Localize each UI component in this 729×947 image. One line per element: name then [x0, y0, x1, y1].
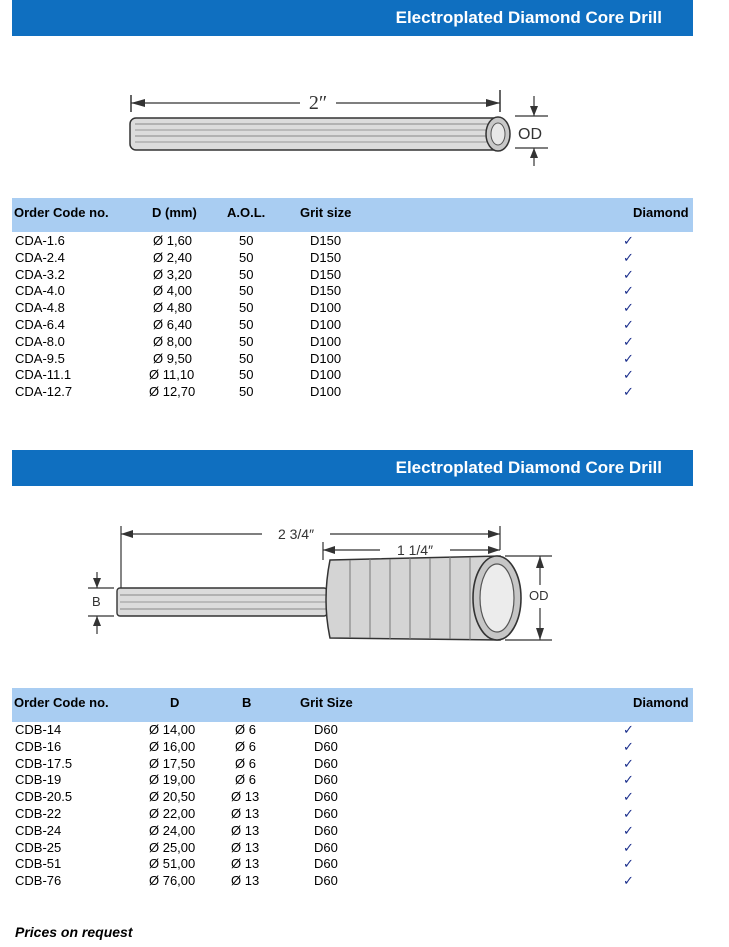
table-a-col-diamond: Diamond — [633, 205, 689, 220]
check-icon: ✓ — [623, 738, 634, 754]
order-code: CDA-3.2 — [15, 266, 65, 282]
diameter: Ø 20,50 — [149, 789, 196, 805]
check-icon: ✓ — [623, 233, 634, 248]
diameter: Ø 2,40 — [153, 249, 193, 265]
shank-b: Ø 6 — [235, 755, 256, 771]
table-b-col-d: D — [170, 695, 180, 710]
table-row — [12, 334, 693, 351]
drill-b-head-label: 1 1/4″ — [396, 542, 434, 558]
order-code: CDA-6.4 — [15, 316, 65, 332]
order-code: CDB-14 — [15, 722, 62, 737]
table-a-header — [12, 198, 693, 232]
grit-size: D60 — [314, 772, 338, 788]
table-row — [12, 756, 693, 773]
shank-b: Ø 6 — [235, 722, 256, 737]
table-row — [12, 856, 693, 873]
drill-a-length-label: 2″ — [308, 92, 328, 114]
diameter: Ø 4,00 — [153, 283, 193, 299]
table-row — [12, 300, 693, 317]
grit-size: D60 — [314, 856, 338, 872]
grit-size: D60 — [314, 805, 338, 821]
aol: 50 — [239, 367, 254, 383]
grit-size: D60 — [314, 755, 338, 771]
diameter: Ø 11,10 — [149, 367, 195, 383]
diameter: Ø 14,00 — [149, 722, 196, 737]
grit-size: D100 — [310, 350, 342, 366]
aol: 50 — [239, 283, 254, 299]
diameter: Ø 9,50 — [153, 350, 193, 366]
table-row — [12, 283, 693, 300]
grit-size: D100 — [310, 300, 342, 316]
diameter: Ø 76,00 — [149, 873, 196, 889]
grit-size: D150 — [310, 249, 342, 265]
table-row — [12, 739, 693, 756]
diameter: Ø 3,20 — [153, 266, 193, 282]
diameter: Ø 8,00 — [153, 333, 193, 349]
grit-size: D150 — [310, 283, 342, 299]
aol: 50 — [239, 266, 254, 282]
shank-b: Ø 13 — [231, 822, 260, 838]
grit-size: D100 — [310, 333, 342, 349]
order-code: CDB-19 — [15, 772, 62, 788]
diameter: Ø 17,50 — [149, 755, 196, 771]
check-icon: ✓ — [623, 722, 634, 737]
shank-b: Ø 13 — [231, 839, 260, 855]
aol: 50 — [239, 350, 254, 366]
order-code: CDA-9.5 — [15, 350, 65, 366]
check-icon: ✓ — [623, 856, 634, 872]
order-code: CDB-24 — [15, 822, 62, 838]
section-2-title: Electroplated Diamond Core Drill — [395, 458, 662, 477]
check-icon: ✓ — [623, 384, 634, 400]
grit-size: D60 — [314, 738, 338, 754]
order-code: CDA-12.7 — [15, 384, 73, 400]
table-a-col-d: D (mm) — [152, 205, 197, 220]
aol: 50 — [239, 249, 254, 265]
grit-size: D60 — [314, 822, 338, 838]
diameter: Ø 1,60 — [153, 233, 193, 248]
table-row — [12, 267, 693, 284]
order-code: CDA-2.4 — [15, 249, 65, 265]
check-icon: ✓ — [623, 873, 634, 889]
drill-b-b-label: B — [92, 594, 101, 609]
diameter: Ø 24,00 — [149, 822, 196, 838]
table-a-col-aol: A.O.L. — [227, 205, 266, 220]
section-2-banner — [12, 450, 693, 486]
check-icon: ✓ — [623, 822, 634, 838]
order-code: CDA-4.8 — [15, 300, 65, 316]
section-1-title: Electroplated Diamond Core Drill — [395, 8, 662, 27]
table-row — [12, 789, 693, 806]
shank-b: Ø 6 — [235, 772, 256, 788]
drill-b-total-label: 2 3/4″ — [277, 526, 315, 542]
table-row — [12, 772, 693, 789]
check-icon: ✓ — [623, 772, 634, 788]
order-code: CDB-16 — [15, 738, 62, 754]
table-b-header — [12, 688, 693, 722]
drill-b-diagram — [0, 490, 729, 690]
check-icon: ✓ — [623, 283, 634, 299]
order-code: CDA-11.1 — [15, 367, 72, 383]
check-icon: ✓ — [623, 755, 634, 771]
table-row — [12, 806, 693, 823]
table-b-col-grit: Grit Size — [300, 695, 353, 710]
table-b-col-code: Order Code no. — [14, 695, 109, 710]
table-row — [12, 873, 693, 890]
diameter: Ø 25,00 — [149, 839, 196, 855]
table-row — [12, 317, 693, 334]
grit-size: D100 — [310, 367, 342, 383]
grit-size: D60 — [314, 839, 338, 855]
check-icon: ✓ — [623, 789, 634, 805]
aol: 50 — [239, 300, 254, 316]
table-row — [12, 384, 693, 401]
check-icon: ✓ — [623, 300, 634, 316]
order-code: CDB-20.5 — [15, 789, 73, 805]
order-code: CDB-22 — [15, 805, 62, 821]
check-icon: ✓ — [623, 367, 634, 383]
grit-size: D60 — [314, 722, 338, 737]
check-icon: ✓ — [623, 333, 634, 349]
order-code: CDA-1.6 — [15, 233, 65, 248]
shank-b: Ø 13 — [231, 805, 260, 821]
table-row — [12, 840, 693, 857]
grit-size: D150 — [310, 266, 342, 282]
table-row — [12, 823, 693, 840]
table-a-body — [12, 233, 693, 401]
order-code: CDA-8.0 — [15, 333, 65, 349]
diameter: Ø 19,00 — [149, 772, 196, 788]
order-code: CDB-25 — [15, 839, 62, 855]
grit-size: D100 — [310, 316, 342, 332]
drill-b-od-label: OD — [529, 588, 549, 603]
order-code: CDB-17.5 — [15, 755, 73, 771]
check-icon: ✓ — [623, 266, 634, 282]
shank-b: Ø 13 — [231, 873, 260, 889]
drill-a-od-label: OD — [518, 126, 542, 143]
aol: 50 — [239, 233, 254, 248]
check-icon: ✓ — [623, 350, 634, 366]
grit-size: D150 — [310, 233, 342, 248]
table-row — [12, 367, 693, 384]
diameter: Ø 12,70 — [149, 384, 196, 400]
grit-size: D60 — [314, 789, 338, 805]
grit-size: D100 — [310, 384, 342, 400]
table-b-body — [12, 722, 693, 890]
table-row — [12, 722, 693, 739]
table-a-col-grit: Grit size — [300, 205, 352, 220]
drill-a-diagram — [0, 0, 729, 200]
order-code: CDA-4.0 — [15, 283, 65, 299]
grit-size: D60 — [314, 873, 338, 889]
diameter: Ø 22,00 — [149, 805, 196, 821]
shank-b: Ø 13 — [231, 789, 260, 805]
diameter: Ø 6,40 — [153, 316, 193, 332]
diameter: Ø 51,00 — [149, 856, 196, 872]
aol: 50 — [239, 316, 254, 332]
table-row — [12, 351, 693, 368]
diameter: Ø 16,00 — [149, 738, 196, 754]
check-icon: ✓ — [623, 249, 634, 265]
table-b-col-b: B — [242, 695, 252, 710]
prices-note: Prices on request — [15, 924, 133, 940]
table-row — [12, 250, 693, 267]
check-icon: ✓ — [623, 316, 634, 332]
order-code: CDB-51 — [15, 856, 62, 872]
table-a-col-code: Order Code no. — [14, 205, 109, 220]
aol: 50 — [239, 384, 254, 400]
table-b-col-diamond: Diamond — [633, 695, 689, 710]
shank-b: Ø 13 — [231, 856, 260, 872]
check-icon: ✓ — [623, 805, 634, 821]
diameter: Ø 4,80 — [153, 300, 193, 316]
check-icon: ✓ — [623, 839, 634, 855]
order-code: CDB-76 — [15, 873, 62, 889]
shank-b: Ø 6 — [235, 738, 256, 754]
aol: 50 — [239, 333, 254, 349]
table-row — [12, 233, 693, 250]
